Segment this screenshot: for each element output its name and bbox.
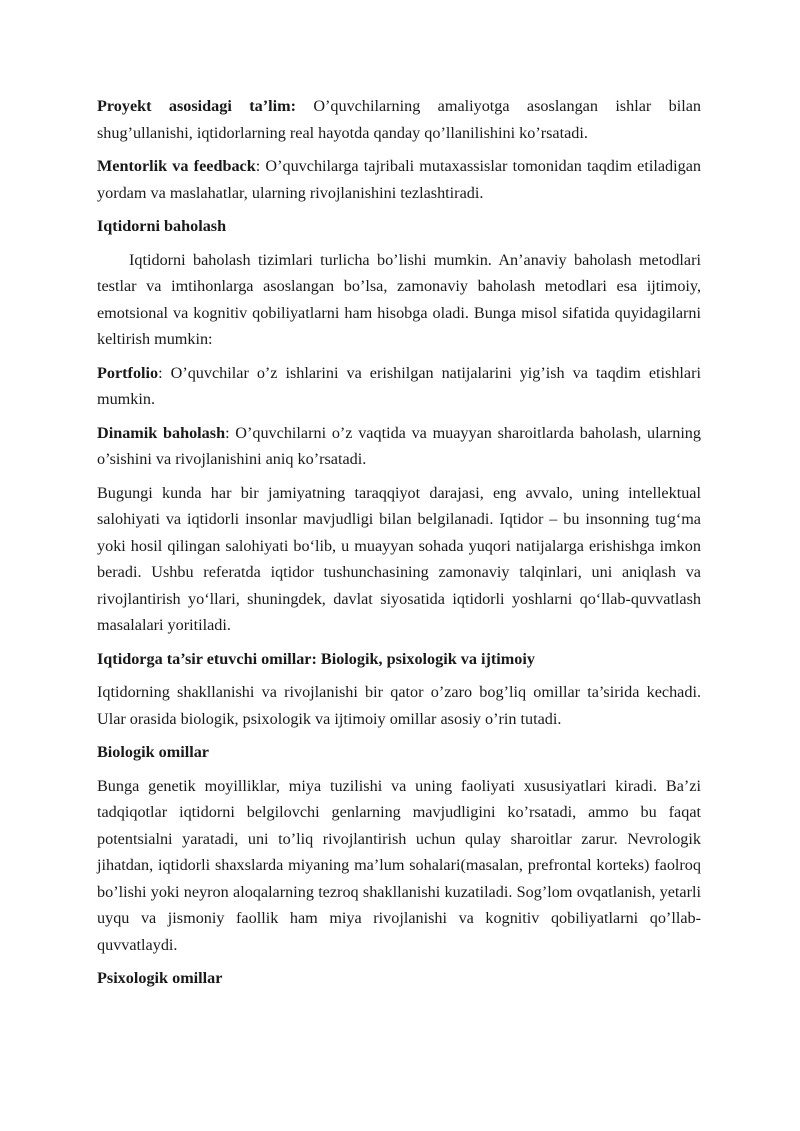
- paragraph-society-development: Bugungi kunda har bir jamiyatning taraqqiyot darajasi, eng avvalo, uning intellektual salohiyati va iqtidorli insonlar mavjudligi bilan belgilanadi. Iqtidor – bu insonning tug‘ma yoki hosil qilingan salohiyati bo‘lib, u muayyan sohada yuqori natijalarga erishishga imkon beradi. Ushbu referatda iqtidor tushunchasining zamonaviy talqinlari, uni aniqlash va rivojlantirish yo‘llari, shuningdek, davlat siyosatida iqtidorli yoshlarni qo‘llab-quvvatlash masalalari yoritiladi.: [97, 483, 701, 634]
- text-mentorship: : O’quvchilarga tajribali mutaxassislar tomonidan taqdim etiladigan yordam va maslahatlar, ularning rivojlanishini tezlashtiradi.: [97, 157, 701, 202]
- paragraph-assessment-systems: Iqtidorni baholash tizimlari turlicha bo’lishi mumkin. An’anaviy baholash metodlari testlar va imtihonlarga asoslangan bo’lsa, zamonaviy baholash metodlari esa ijtimoiy, emotsional va kognitiv qobiliyatlarni ham hisobga oladi. Bunga misol sifatida quyidagilarni keltirish mumkin:: [97, 250, 701, 348]
- paragraph-mentorship: [97, 153, 701, 206]
- text-project-learning: O’quvchilarning amaliyotga asoslangan ishlar bilan shug’ullanishi, iqtidorlarning real hayotda qanday qo’llanilishini ko’rsatadi.: [97, 97, 701, 142]
- paragraph-biological-factors: Bunga genetik moyilliklar, miya tuzilishi va uning faoliyati xususiyatlari kiradi. Ba’zi tadqiqotlar iqtidorni belgilovchi genlarning mavjudligini ko’rsatadi, ammo bu faqat potentsialni yaratadi, uni to’liq rivojlantirish uchun qulay sharoitlar zarur. Nevrologik jihatdan, iqtidorli shaxslarda miyaning ma’lum sohalari(masalan, prefrontal korteks) faolroq bo’lishi yoki neyron aloqalarning tezroq shakllanishi kuzatiladi. Sog’lom ovqatlanish, yetarli uyqu va jismoniy faollik ham miya rivojlanishi va kognitiv qobiliyatlarni qo’llab-quvvatlaydi.: [97, 776, 701, 954]
- paragraph-portfolio: [97, 360, 701, 413]
- heading-talent-assessment: Iqtidorni baholash: [97, 217, 227, 235]
- term-mentorship: Mentorlik va feedback: [97, 157, 256, 175]
- heading-talent-factors: Iqtidorga ta’sir etuvchi omillar: Biologik, psixologik va ijtimoiy: [97, 649, 535, 668]
- paragraph-factors-intro: Iqtidorning shakllanishi va rivojlanishi bir qator o’zaro bog’liq omillar ta’sirida kechadi. Ular orasida biologik, psixologik va ijtimoiy omillar asosiy o’rin tutadi.: [97, 683, 701, 728]
- term-dynamic-assessment: Dinamik baholash: [97, 423, 226, 442]
- heading-psychological-factors: Psixologik omillar: [97, 969, 223, 987]
- text-portfolio: : O’quvchilar o’z ishlarini va erishilgan natijalarini yig’ish va taqdim etishlari mumkin.: [97, 363, 701, 408]
- paragraph-project-learning: [97, 93, 701, 146]
- heading-biological-factors: Biologik omillar: [97, 743, 209, 761]
- paragraph-dynamic-assessment: [97, 420, 701, 473]
- term-project-learning: Proyekt asosidagi ta’lim:: [97, 97, 296, 115]
- document-page: [97, 93, 701, 999]
- text-dynamic-assessment: : O’quvchilarni o’z vaqtida va muayyan sharoitlarda baholash, ularning o’sishini va rivojlanishini aniq ko’rsatadi.: [97, 423, 701, 468]
- term-portfolio: Portfolio: [97, 363, 159, 382]
